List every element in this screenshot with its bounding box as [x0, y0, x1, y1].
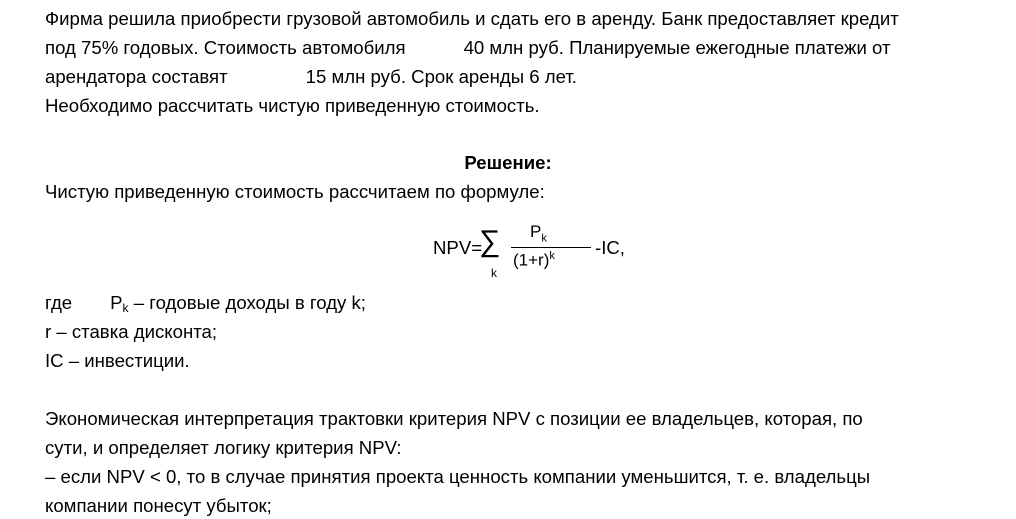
legend-where: где — [45, 292, 73, 313]
formula-denominator: $(1+r)^k$ — [513, 250, 555, 270]
sum-index: k — [491, 266, 497, 280]
sum-sign: ∑ — [479, 225, 501, 258]
pk-subscript: k — [122, 301, 129, 315]
problem-line-2a: под 75% годовых. Стоимость автомобиля — [45, 37, 406, 58]
legend-pk — [45, 290, 366, 321]
interpretation-line-4: компании понесут убыток; — [45, 495, 272, 516]
legend-r: r – ставка дисконта; — [45, 321, 218, 342]
problem-line-3a: арендатора составят — [45, 66, 228, 87]
pk-symbol: P — [110, 292, 123, 313]
formula-numerator: $P_k$ — [530, 222, 547, 245]
interpretation-line-3: – если NPV < 0, то в случае принятия проекта ценность компании уменьшится, т. е. владельцы — [45, 466, 871, 487]
fraction-bar — [511, 247, 591, 248]
formula-lhs: NPV= — [433, 237, 483, 258]
problem-line-2b: 40 млн руб. Планируемые ежегодные платежи от — [463, 37, 891, 58]
problem-line-3b: 15 млн руб. Срок аренды 6 лет. — [305, 66, 577, 87]
problem-line-4: Необходимо рассчитать чистую приведенную стоимость. — [45, 95, 540, 116]
problem-line-2 — [45, 35, 890, 61]
pk-text: – годовые доходы в году k; — [128, 292, 366, 313]
problem-line-1: Фирма решила приобрести грузовой автомобиль и сдать его в аренду. Банк предоставляет кредит — [45, 8, 899, 29]
interpretation-line-1: Экономическая интерпретация трактовки критерия NPV с позиции ее владельцев, которая, по — [45, 408, 863, 429]
formula-tail: -IC, — [595, 237, 625, 258]
interpretation-line-2: сути, и определяет логику критерия NPV: — [45, 437, 402, 458]
legend-ic: IC – инвестиции. — [45, 350, 190, 371]
solution-heading: Решение: — [464, 152, 552, 173]
solution-intro: Чистую приведенную стоимость рассчитаем по формуле: — [45, 181, 545, 202]
npv-formula — [433, 222, 633, 288]
problem-line-3 — [45, 64, 577, 90]
